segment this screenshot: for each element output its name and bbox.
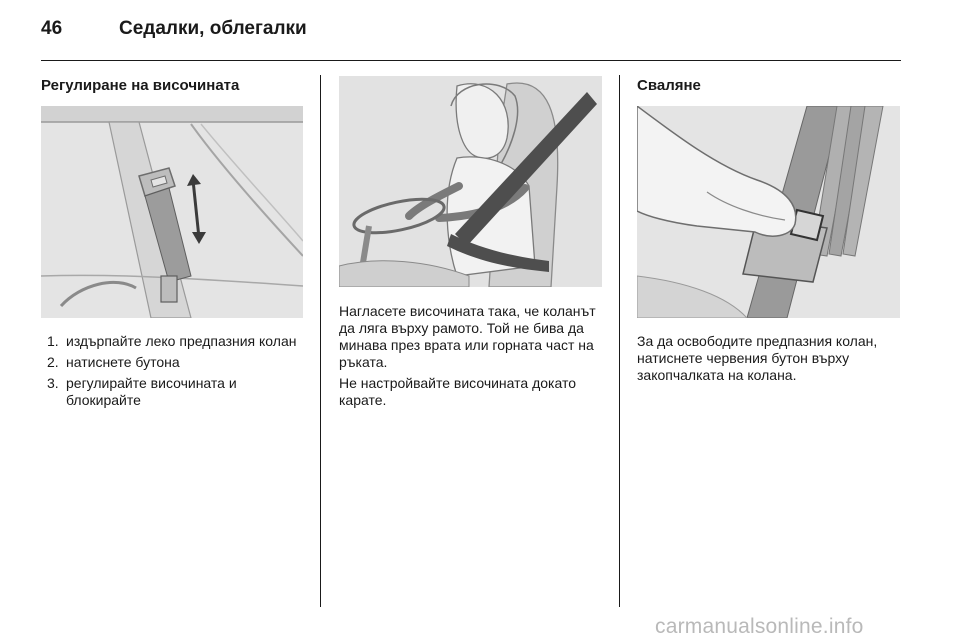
header-divider (41, 60, 901, 61)
chapter-title: Седалки, облегалки (119, 18, 307, 39)
instruction-step (41, 375, 306, 409)
step-number: 3. (47, 375, 59, 391)
column-divider-right (619, 75, 620, 607)
driver-seatbelt-illustration (339, 76, 602, 287)
step-text: регулирайте височината и блокирайте (66, 375, 237, 408)
step-text: издърпайте леко предпазния колан (66, 333, 297, 349)
page-number: 46 (41, 18, 63, 39)
step-text: натиснете бутона (66, 354, 180, 370)
watermark: carmanualsonline.info (655, 615, 864, 638)
belt-release-illustration (637, 106, 900, 318)
step-number: 1. (47, 333, 59, 349)
instruction-step (41, 333, 306, 350)
height-adjustment-heading: Регулиране на височината (41, 77, 240, 94)
height-guidance-paragraph: Нагласете височината така, че коланът да ляга върху рамото. Той не бива да минава през врата или горната част на ръката. (339, 303, 596, 370)
driving-warning-paragraph: Не настройвайте височината докато карате. (339, 375, 576, 408)
height-adjuster-illustration (41, 106, 303, 318)
column-divider-left (320, 75, 321, 607)
instruction-list (41, 333, 306, 413)
instruction-step (41, 354, 306, 371)
step-number: 2. (47, 354, 59, 370)
release-instruction-paragraph: За да освободите предпазния колан, натиснете червения бутон върху закопчалката на колана. (637, 333, 878, 383)
removal-heading: Сваляне (637, 77, 701, 94)
